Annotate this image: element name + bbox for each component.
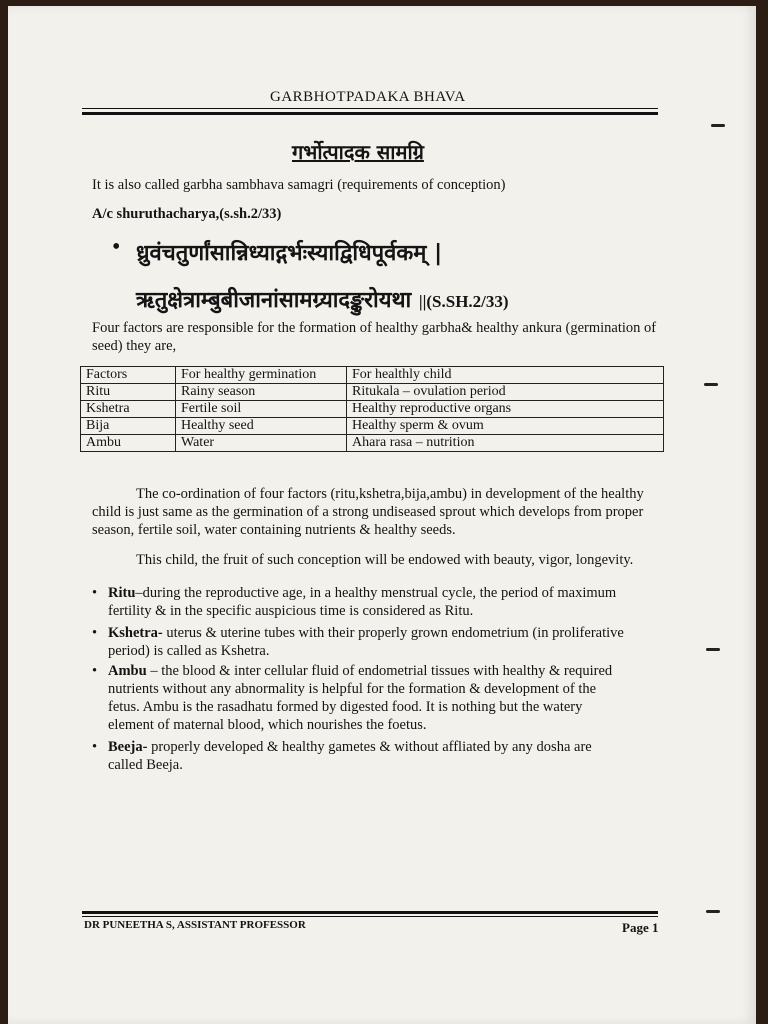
table-cell: Healthy sperm & ovum bbox=[347, 418, 664, 435]
coordination-line-2: child is just same as the germination of a strong undiseased sprout which develops from proper bbox=[92, 504, 644, 520]
table-header-row bbox=[81, 367, 664, 384]
table-header-cell: For healthy germination bbox=[176, 367, 347, 384]
bullet-text-line: fetus. Ambu is the rasadhatu formed by digested food. It is nothing but the watery bbox=[108, 699, 583, 715]
factors-intro-line-1: Four factors are responsible for the formation of healthy garbha& healthy ankura (germination of bbox=[92, 320, 657, 336]
table-cell: Ritukala – ovulation period bbox=[347, 384, 664, 401]
factors-table bbox=[80, 366, 664, 452]
footer-rule-thin bbox=[82, 916, 658, 917]
bullet-text-line: called Beeja. bbox=[108, 757, 183, 773]
coordination-line-1: The co-ordination of four factors (ritu,kshetra,bija,ambu) in development of the healthy bbox=[136, 486, 644, 502]
table-row bbox=[81, 384, 664, 401]
punch-mark bbox=[704, 383, 718, 386]
table-cell: Ritu bbox=[81, 384, 176, 401]
table-cell: Bija bbox=[81, 418, 176, 435]
bullet-text-line: period) is called as Kshetra. bbox=[108, 643, 270, 659]
verse-line-2-text: ऋतुक्षेत्राम्बुबीजानांसामग्र्यादङ्कुरोयथा bbox=[136, 288, 412, 313]
table-row bbox=[81, 401, 664, 418]
table-cell: Ahara rasa – nutrition bbox=[347, 435, 664, 452]
verse-reference: ||(S.SH.2/33) bbox=[418, 292, 509, 311]
table-cell: Kshetra bbox=[81, 401, 176, 418]
verse-bullet: • bbox=[112, 234, 121, 260]
bullet-text-line: nutrients without any abnormality is helpful for the formation & development of the bbox=[108, 681, 597, 697]
table-row bbox=[81, 418, 664, 435]
bullet-ritu: • Ritu–during the reproductive age, in a healthy menstrual cycle, the period of maximum fertility & in the specific auspicious time is considered as Ritu. bbox=[92, 585, 617, 619]
footer-author: DR PUNEETHA S, ASSISTANT PROFESSOR bbox=[84, 919, 306, 931]
bullet-text-line: uterus & uterine tubes with their properly grown endometrium (in proliferative bbox=[166, 625, 624, 641]
table-row bbox=[81, 435, 664, 452]
bullet-text-line: element of maternal blood, which nourishes the foetus. bbox=[108, 717, 427, 733]
bullet-ambu: • Ambu – the blood & inter cellular fluid of endometrial tissues with healthy & required nutrients without any abnormality is helpful for the formation & development of the fetus. Ambu is the rasadhatu formed by digested food. It is nothing but the watery element of maternal blood, which nourishes the foetus. bbox=[92, 663, 613, 733]
table-cell: Healthy reproductive organs bbox=[347, 401, 664, 418]
bullet-term: Kshetra- bbox=[108, 625, 163, 641]
factors-intro-line-2: seed) they are, bbox=[92, 338, 177, 354]
bullet-dot: • bbox=[92, 663, 98, 679]
bullet-text-line: the blood & inter cellular fluid of endometrial tissues with healthy & required bbox=[161, 663, 613, 679]
bullet-term: Beeja- bbox=[108, 739, 148, 755]
coordination-line-3: season, fertile soil, water containing nutrients & healthy seeds. bbox=[92, 522, 456, 538]
table-cell: Ambu bbox=[81, 435, 176, 452]
footer-rule-thick bbox=[82, 911, 658, 914]
header-rule-thin bbox=[82, 108, 658, 109]
table-cell: Water bbox=[176, 435, 347, 452]
intro-line: It is also called garbha sambhava samagri (requirements of conception) bbox=[92, 177, 506, 193]
reference-line: A/c shuruthacharya,(s.sh.2/33) bbox=[92, 206, 282, 222]
bullet-dot: • bbox=[92, 585, 98, 601]
bullet-text-line: during the reproductive age, in a healthy menstrual cycle, the period of maximum bbox=[142, 585, 617, 601]
bullet-text-line: properly developed & healthy gametes & without affliated by any dosha are bbox=[151, 739, 592, 755]
table-header-cell: Factors bbox=[81, 367, 176, 384]
hindi-heading: गर्भोत्पादक सामग्रि bbox=[292, 140, 424, 164]
header-rule-thick bbox=[82, 112, 658, 115]
verse-line-1: ध्रुवंचतुर्णांसान्निध्याद्गर्भःस्याद्विधिपूर्वकम् | bbox=[136, 241, 443, 266]
table-header-cell: For healthly child bbox=[347, 367, 664, 384]
page-header-title: GARBHOTPADAKA BHAVA bbox=[270, 89, 466, 105]
bullet-dot: • bbox=[92, 739, 98, 755]
table-cell: Rainy season bbox=[176, 384, 347, 401]
bullet-term: Ritu bbox=[108, 585, 136, 601]
bullet-text-line: fertility & in the specific auspicious time is considered as Ritu. bbox=[108, 603, 474, 619]
punch-mark bbox=[706, 910, 720, 913]
punch-mark bbox=[711, 124, 725, 127]
table-cell: Fertile soil bbox=[176, 401, 347, 418]
table-cell: Healthy seed bbox=[176, 418, 347, 435]
bullet-kshetra bbox=[92, 624, 668, 660]
bullet-dot: • bbox=[92, 625, 98, 641]
verse-line-2 bbox=[136, 284, 509, 314]
punch-mark bbox=[706, 648, 720, 651]
bullet-beeja bbox=[92, 738, 668, 774]
bullet-term: Ambu bbox=[108, 663, 147, 679]
footer-page-number: Page 1 bbox=[622, 920, 659, 935]
child-line: This child, the fruit of such conception will be endowed with beauty, vigor, longevity. bbox=[136, 552, 634, 568]
